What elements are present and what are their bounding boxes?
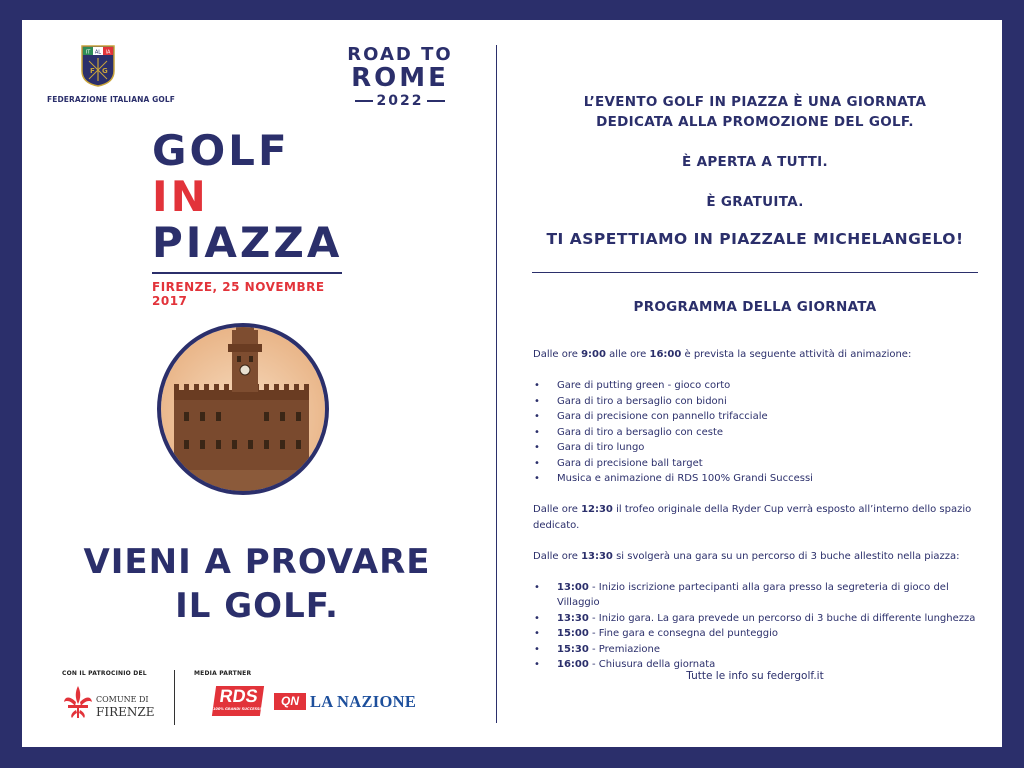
fig-shield-icon bbox=[81, 45, 115, 87]
programme-title: PROGRAMMA DELLA GIORNATA bbox=[633, 299, 877, 315]
rtr-year bbox=[340, 93, 460, 109]
gip-word-piazza: PIAZZA bbox=[152, 218, 343, 267]
qn-logo: QN bbox=[274, 693, 306, 710]
sponsor-divider bbox=[174, 670, 175, 725]
gip-word-golf: GOLF bbox=[152, 126, 290, 175]
road-to-rome-logo bbox=[340, 45, 460, 109]
para-ryder-cup: Dalle ore 12:30 il trofeo originale della Ryder Cup verrà esposto all’interno dello spazio dedicato. bbox=[533, 504, 972, 531]
patronage-label: CON IL PATROCINIO DEL bbox=[62, 670, 147, 677]
palazzo-vecchio-image bbox=[154, 320, 332, 498]
intro-line2: DEDICATA ALLA PROMOZIONE DEL GOLF. bbox=[596, 114, 914, 130]
gip-rule bbox=[152, 272, 342, 274]
comune-firenze bbox=[96, 694, 154, 718]
para-competition: Dalle ore 13:30 si svolgerà una gara su un percorso di 3 buche allestito nella piazza: bbox=[533, 550, 960, 562]
comune-line2: FIRENZE bbox=[96, 705, 155, 719]
poster-page bbox=[22, 20, 1002, 747]
list-item: • Gara di tiro a bersaglio con bidoni bbox=[533, 394, 988, 410]
shield-letter-ia: IA bbox=[105, 49, 111, 56]
list-item: • Gara di tiro a bersaglio con ceste bbox=[533, 425, 988, 441]
intro-line3: È APERTA A TUTTI. bbox=[682, 154, 828, 170]
activity-list bbox=[533, 378, 988, 487]
shield-letter-it: IT bbox=[85, 49, 91, 56]
schedule-item: • 16:00 - Chiusura della giornata bbox=[533, 657, 988, 673]
schedule-item: • 15:30 - Premiazione bbox=[533, 642, 988, 658]
comune-line1: COMUNE DI bbox=[96, 695, 149, 704]
rds-logo bbox=[212, 686, 264, 716]
rtr-year-text: 2022 bbox=[376, 93, 424, 109]
intro-line4: È GRATUITA. bbox=[706, 194, 804, 210]
schedule-list bbox=[533, 580, 988, 673]
event-date: FIRENZE, 25 NOVEMBRE 2017 bbox=[152, 280, 325, 308]
para-animation: Dalle ore 9:00 alle ore 16:00 è prevista la seguente attività di animazione: bbox=[533, 349, 912, 360]
section-rule bbox=[532, 272, 978, 273]
shield-letter-g: G bbox=[102, 67, 108, 75]
la-nazione-logo: LA NAZIONE bbox=[310, 692, 417, 711]
fig-logo bbox=[47, 45, 177, 104]
fig-name: FEDERAZIONE ITALIANA GOLF bbox=[47, 95, 175, 104]
welcome-text: TI ASPETTIAMO IN PIAZZALE MICHELANGELO! bbox=[546, 230, 964, 248]
media-partner-label: MEDIA PARTNER bbox=[194, 670, 252, 677]
list-item: • Gara di precisione ball target bbox=[533, 456, 988, 472]
rtr-bar-left bbox=[355, 100, 373, 102]
schedule-item: • 13:00 - Inizio iscrizione partecipanti alla gara presso la segreteria di gioco del Villaggio bbox=[533, 580, 988, 611]
sponsors bbox=[62, 668, 482, 728]
golf-in-piazza-title bbox=[152, 128, 352, 308]
intro-line1: L’EVENTO GOLF IN PIAZZA È UNA GIORNATA bbox=[583, 94, 927, 110]
rtr-line1: ROAD TO bbox=[347, 44, 453, 65]
info-link: Tutte le info su federgolf.it bbox=[686, 670, 824, 682]
schedule-item: • 13:30 - Inizio gara. La gara prevede un percorso di 3 buche di differente lunghezza bbox=[533, 611, 988, 627]
rds-subtext: 100% GRANDI SUCCESSI bbox=[212, 707, 262, 711]
schedule-item: • 15:00 - Fine gara e consegna del punteggio bbox=[533, 626, 988, 642]
programme-body bbox=[533, 347, 988, 673]
list-item: • Gare di putting green - gioco corto bbox=[533, 378, 988, 394]
rtr-line2: ROME bbox=[351, 63, 449, 93]
list-item: • Gara di tiro lungo bbox=[533, 440, 988, 456]
rtr-bar-right bbox=[427, 100, 445, 102]
list-item: • Musica e animazione di RDS 100% Grandi Successi bbox=[533, 471, 988, 487]
firenze-lily-icon bbox=[62, 684, 94, 720]
intro-text bbox=[520, 92, 990, 212]
gip-word-in: IN bbox=[152, 172, 209, 221]
gip-title bbox=[152, 128, 352, 266]
column-divider bbox=[496, 45, 497, 723]
headline-line1: VIENI A PROVARE bbox=[83, 542, 431, 582]
headline-line2: IL GOLF. bbox=[175, 586, 339, 626]
shield-letter-al: AL bbox=[94, 49, 102, 56]
rds-text: RDS bbox=[218, 686, 260, 706]
shield-letter-f: F bbox=[90, 67, 95, 75]
headline bbox=[22, 540, 492, 628]
list-item: • Gara di precisione con pannello trifacciale bbox=[533, 409, 988, 425]
